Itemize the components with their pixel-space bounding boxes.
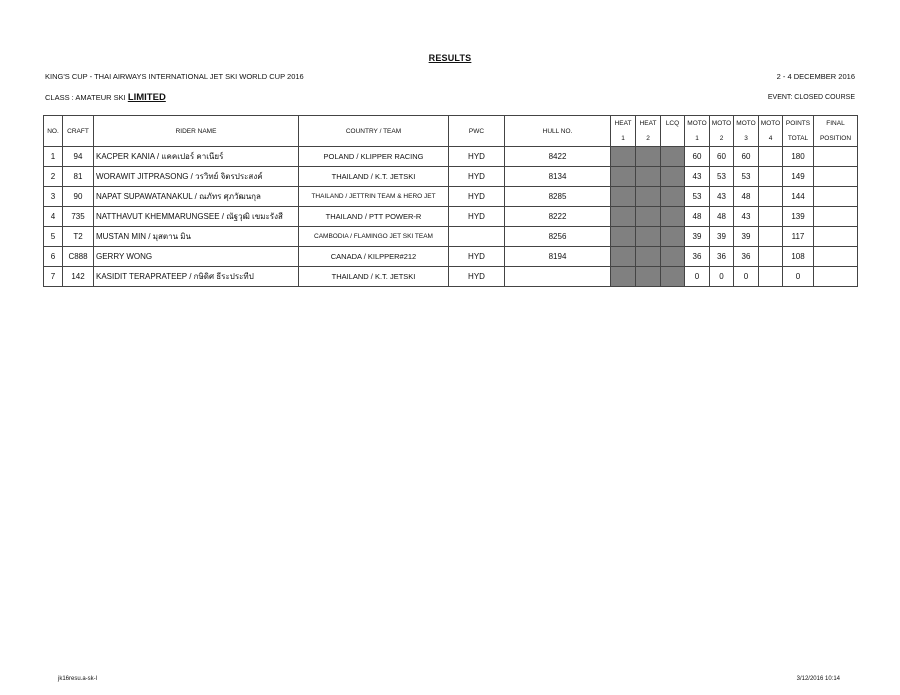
class-name: LIMITED	[127, 92, 166, 103]
row-lcq	[661, 147, 685, 167]
row-craft: 90	[63, 187, 94, 207]
row-rider-name: KASIDIT TERAPRATEEP / กษิดิศ ธีระประทีป	[94, 267, 299, 287]
header-moto-2-num: 2	[710, 131, 734, 147]
row-moto-4	[759, 227, 783, 247]
row-moto-2: 36	[710, 247, 734, 267]
row-pwc	[449, 227, 505, 247]
row-heat-1	[611, 147, 636, 167]
event-dates: 2 - 4 DECEMBER 2016	[776, 72, 855, 81]
row-rider-name: WORAWIT JITPRASONG / วรวิทย์ จิตรประสงค์	[94, 167, 299, 187]
row-no: 2	[44, 167, 63, 187]
row-points-total: 180	[783, 147, 814, 167]
row-country-team: CANADA / KILPPER#212	[299, 247, 449, 267]
row-heat-2	[636, 227, 661, 247]
header-heat-2-num: 2	[636, 131, 661, 147]
header-lcq: LCQ	[661, 116, 685, 132]
row-pwc: HYD	[449, 167, 505, 187]
table-row	[44, 207, 858, 227]
table-row	[44, 167, 858, 187]
row-heat-2	[636, 147, 661, 167]
row-moto-4	[759, 207, 783, 227]
row-heat-1	[611, 187, 636, 207]
row-final-position	[814, 247, 858, 267]
row-moto-4	[759, 147, 783, 167]
row-moto-3: 36	[734, 247, 759, 267]
row-lcq	[661, 207, 685, 227]
row-pwc: HYD	[449, 247, 505, 267]
row-craft: T2	[63, 227, 94, 247]
event-type: EVENT: CLOSED COURSE	[767, 94, 855, 101]
row-heat-1	[611, 247, 636, 267]
row-moto-1: 43	[685, 167, 710, 187]
header-position: POSITION	[814, 131, 858, 147]
header-lcq-sub	[661, 131, 685, 147]
row-heat-2	[636, 167, 661, 187]
header-no: NO.	[44, 116, 63, 147]
row-heat-1	[611, 207, 636, 227]
row-final-position	[814, 267, 858, 287]
row-moto-2: 48	[710, 207, 734, 227]
row-points-total: 0	[783, 267, 814, 287]
row-final-position	[814, 167, 858, 187]
row-moto-3: 60	[734, 147, 759, 167]
row-country-team: POLAND / KLIPPER RACING	[299, 147, 449, 167]
row-heat-1	[611, 227, 636, 247]
header-rider: RIDER NAME	[94, 116, 299, 147]
header-moto-4-num: 4	[759, 131, 783, 147]
row-points-total: 144	[783, 187, 814, 207]
header-final: FINAL	[814, 116, 858, 132]
row-moto-1: 60	[685, 147, 710, 167]
row-country-team: THAILAND / PTT POWER-R	[299, 207, 449, 227]
header-craft: CRAFT	[63, 116, 94, 147]
row-hull-no: 8222	[505, 207, 611, 227]
row-moto-3: 0	[734, 267, 759, 287]
row-moto-2: 60	[710, 147, 734, 167]
row-final-position	[814, 227, 858, 247]
row-hull-no: 8194	[505, 247, 611, 267]
table-row	[44, 147, 858, 167]
row-craft: C888	[63, 247, 94, 267]
row-rider-name: NAPAT SUPAWATANAKUL / ณภัทร ศุภวัฒนกุล	[94, 187, 299, 207]
row-final-position	[814, 207, 858, 227]
row-moto-3: 48	[734, 187, 759, 207]
row-lcq	[661, 167, 685, 187]
header-heat-2: HEAT	[636, 116, 661, 132]
row-no: 6	[44, 247, 63, 267]
header-heat-1-num: 1	[611, 131, 636, 147]
table-row	[44, 187, 858, 207]
row-craft: 81	[63, 167, 94, 187]
header-hull: HULL NO.	[505, 116, 611, 147]
row-country-team: THAILAND / JETTRIN TEAM & HERO JET	[299, 187, 449, 207]
row-no: 4	[44, 207, 63, 227]
row-country-team: CAMBODIA / FLAMINGO JET SKI TEAM	[299, 227, 449, 247]
header-country: COUNTRY / TEAM	[299, 116, 449, 147]
table-row	[44, 227, 858, 247]
row-lcq	[661, 227, 685, 247]
row-moto-2: 53	[710, 167, 734, 187]
row-lcq	[661, 267, 685, 287]
row-pwc: HYD	[449, 187, 505, 207]
row-moto-4	[759, 267, 783, 287]
row-heat-2	[636, 187, 661, 207]
row-points-total: 117	[783, 227, 814, 247]
row-heat-2	[636, 207, 661, 227]
row-rider-name: MUSTAN MIN / มุสตาน มิน	[94, 227, 299, 247]
row-rider-name: KACPER KANIA / แคคเปอร์ คาเนียร์	[94, 147, 299, 167]
row-country-team: THAILAND / K.T. JETSKI	[299, 167, 449, 187]
row-rider-name: NATTHAVUT KHEMMARUNGSEE / ณัฐวุฒิ เขมะรังสี	[94, 207, 299, 227]
row-moto-1: 36	[685, 247, 710, 267]
row-moto-3: 39	[734, 227, 759, 247]
row-moto-2: 0	[710, 267, 734, 287]
row-lcq	[661, 187, 685, 207]
row-country-team: THAILAND / K.T. JETSKI	[299, 267, 449, 287]
row-no: 3	[44, 187, 63, 207]
row-rider-name: GERRY WONG	[94, 247, 299, 267]
row-points-total: 139	[783, 207, 814, 227]
row-hull-no: 8422	[505, 147, 611, 167]
row-moto-4	[759, 167, 783, 187]
footer-timestamp: 3/12/2016 10:14	[796, 676, 840, 682]
header-moto-2: MOTO	[710, 116, 734, 132]
row-moto-1: 48	[685, 207, 710, 227]
header-points: POINTS	[783, 116, 814, 132]
header-total: TOTAL	[783, 131, 814, 147]
row-heat-1	[611, 167, 636, 187]
row-pwc: HYD	[449, 207, 505, 227]
results-body	[44, 147, 858, 287]
row-no: 1	[44, 147, 63, 167]
table-row	[44, 267, 858, 287]
row-points-total: 108	[783, 247, 814, 267]
row-moto-2: 39	[710, 227, 734, 247]
row-no: 5	[44, 227, 63, 247]
row-hull-no: 8256	[505, 227, 611, 247]
row-craft: 142	[63, 267, 94, 287]
row-moto-2: 43	[710, 187, 734, 207]
row-moto-1: 39	[685, 227, 710, 247]
header-moto-1-num: 1	[685, 131, 710, 147]
row-craft: 94	[63, 147, 94, 167]
row-moto-4	[759, 187, 783, 207]
row-hull-no: 8285	[505, 187, 611, 207]
header-moto-4: MOTO	[759, 116, 783, 132]
row-moto-3: 43	[734, 207, 759, 227]
class-label	[45, 92, 166, 103]
row-no: 7	[44, 267, 63, 287]
row-final-position	[814, 187, 858, 207]
row-moto-4	[759, 247, 783, 267]
event-name: KING'S CUP - THAI AIRWAYS INTERNATIONAL JET SKI WORLD CUP 2016	[45, 72, 304, 81]
header-moto-3-num: 3	[734, 131, 759, 147]
row-moto-3: 53	[734, 167, 759, 187]
footer-filename: jk16resu.a-sk-l	[58, 676, 98, 682]
row-craft: 735	[63, 207, 94, 227]
row-points-total: 149	[783, 167, 814, 187]
row-hull-no: 8134	[505, 167, 611, 187]
row-final-position	[814, 147, 858, 167]
header-heat-1: HEAT	[611, 116, 636, 132]
row-moto-1: 0	[685, 267, 710, 287]
header-pwc: PWC	[449, 116, 505, 147]
page-title: RESULTS	[428, 53, 472, 63]
row-heat-2	[636, 247, 661, 267]
row-moto-1: 53	[685, 187, 710, 207]
table-row	[44, 247, 858, 267]
row-heat-2	[636, 267, 661, 287]
row-heat-1	[611, 267, 636, 287]
row-pwc: HYD	[449, 267, 505, 287]
class-prefix: CLASS : AMATEUR SKI	[45, 93, 128, 102]
row-lcq	[661, 247, 685, 267]
row-pwc: HYD	[449, 147, 505, 167]
results-table	[43, 115, 858, 287]
header-moto-3: MOTO	[734, 116, 759, 132]
header-moto-1: MOTO	[685, 116, 710, 132]
row-hull-no	[505, 267, 611, 287]
